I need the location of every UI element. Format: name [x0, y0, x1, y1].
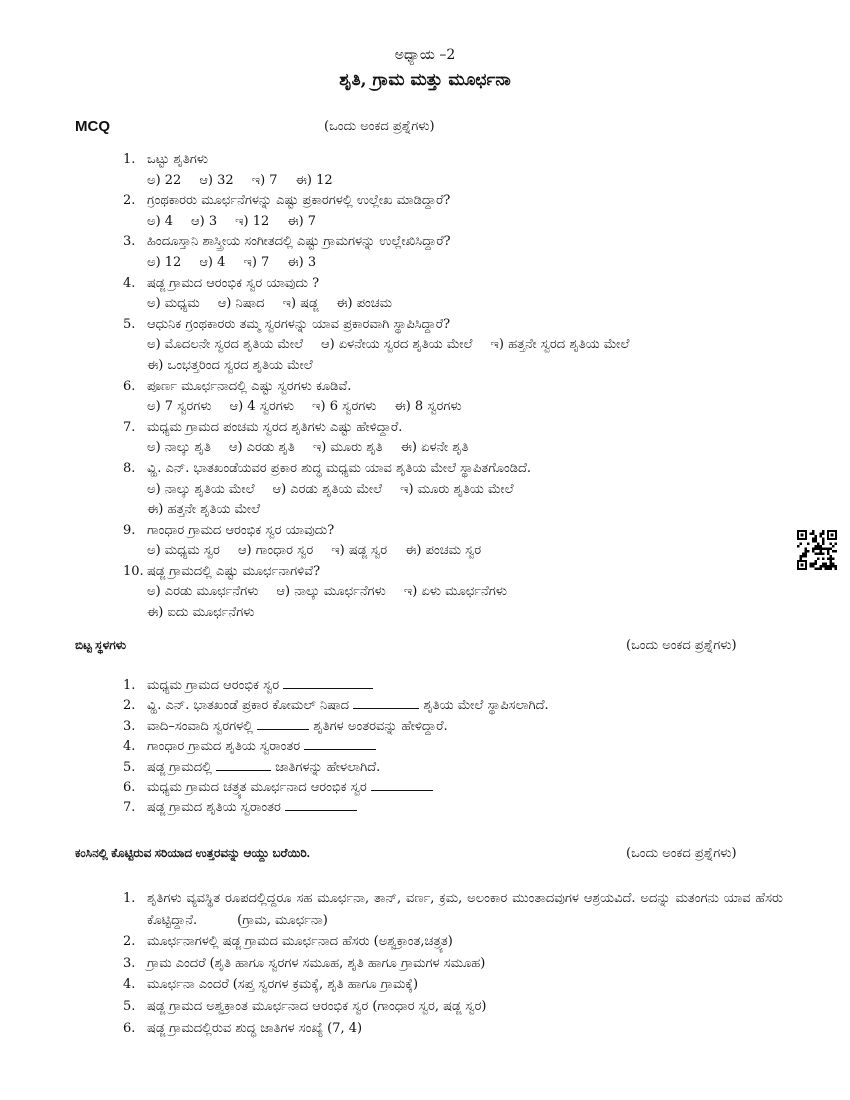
question-number: 6.: [123, 378, 136, 394]
question-text: ಗಾಂಧಾರ ಗ್ರಾಮದ ಆರಂಭಿಕ ಸ್ವರ ಯಾವುದು?: [147, 522, 335, 538]
choose-marks: (ಒಂದು ಅಂಕದ ಪ್ರಶ್ನೆಗಳು): [626, 846, 737, 861]
item-text: [147, 778, 433, 798]
answer-choices: (7, 4): [327, 1020, 363, 1036]
choose-item: [123, 996, 783, 1018]
text-before: ಷಡ್ಜ ಗ್ರಾಮದಲ್ಲಿ: [147, 759, 212, 775]
item-number: 4.: [123, 739, 136, 755]
option: ಆ) 3: [191, 213, 218, 229]
mcq-question: [123, 274, 793, 295]
option: ಇ) ಷಡ್ಜ ಸ್ವರ: [331, 543, 388, 559]
answer-choices: (ಸಪ್ತ ಸ್ವರಗಳ ಕ್ರಮಕ್ಕೆ, ಶೃತಿ ಹಾಗೂ ಗ್ರಾಮಕ್ಕೆ): [232, 977, 419, 993]
item-number: 6.: [123, 1020, 136, 1036]
question-text: ಷಡ್ಜ ಗ್ರಾಮದ ಅಶ್ವಕ್ರಾಂತ ಮೂರ್ಛನಾದ ಆರಂಭಿಕ ಸ್ವರ: [147, 998, 369, 1014]
fill-blank-item: [123, 717, 793, 737]
option: ಆ) 4 ಸ್ವರಗಳು: [229, 399, 295, 415]
fill-blank-item: [123, 696, 793, 716]
option: ಇ) 7: [243, 254, 270, 270]
choose-item: [123, 888, 783, 931]
item-number: 7.: [123, 800, 136, 816]
question-text: ಮೂರ್ಛನಾಗಳಲ್ಲಿ ಷಡ್ಜ ಗ್ರಾಮದ ಮೂರ್ಛನಾದ ಹೆಸರು: [147, 934, 370, 950]
option: ಆ) ನಾಲ್ಕು ಮೂರ್ಛನೆಗಳು: [276, 584, 386, 600]
option: ಅ) ಎರಡು ಮೂರ್ಛನೆಗಳು: [147, 584, 259, 600]
option: ಈ) ಹತ್ತನೇ ಶೃತಿಯ ಮೇಲೆ: [147, 502, 261, 518]
option: ಆ) 32: [199, 172, 234, 188]
item-number: 4.: [123, 977, 136, 993]
option: ಇ) ಮೂರು ಶೃತಿಯ ಮೇಲೆ: [400, 481, 514, 497]
option: ಅ) 7 ಸ್ವರಗಳು: [147, 399, 212, 415]
blank-line[interactable]: [257, 718, 309, 730]
options-line: [123, 253, 793, 274]
mcq-question: [123, 315, 793, 336]
option: ಈ) ಐದು ಮೂರ್ಛನೆಗಳು: [147, 605, 255, 621]
option: ಆ) ಏಳನೇಯ ಸ್ವರದ ಶೃತಿಯ ಮೇಲೆ: [321, 337, 473, 353]
blank-line[interactable]: [283, 677, 373, 689]
question-number: 10.: [123, 563, 144, 579]
option: ಆ) ನಿಷಾದ: [217, 296, 265, 312]
option: ಅ) ಮೊದಲನೇ ಸ್ವರದ ಶೃತಿಯ ಮೇಲೆ: [147, 337, 304, 353]
options-line: [123, 603, 793, 624]
option: ಆ) ಎರಡು ಶೃತಿಯ ಮೇಲೆ: [272, 481, 383, 497]
mcq-label: MCQ: [75, 118, 110, 135]
item-number: 1.: [123, 678, 136, 693]
option: ಆ) 4: [199, 254, 226, 270]
option: ಅ) 4: [147, 213, 174, 229]
question-text: ಗ್ರಾಮ ಎಂದರೆ: [147, 955, 206, 971]
option: ಅ) ನಾಲ್ಕು ಶೃತಿ: [147, 440, 211, 456]
item-text: [147, 1018, 362, 1040]
question-number: 9.: [123, 522, 136, 538]
question-number: 3.: [123, 234, 136, 250]
option: ಅ) ಮಧ್ಯಮ: [147, 296, 200, 312]
option: ಈ) 7: [287, 213, 317, 229]
question-text: ಷಡ್ಜ ಗ್ರಾಮದಲ್ಲಿರುವ ಶುದ್ಧ ಜಾತಿಗಳ ಸಂಖ್ಯೆ: [147, 1020, 324, 1036]
option: ಈ) 3: [287, 254, 317, 270]
answer-choices: (ಶೃತಿ ಹಾಗೂ ಸ್ವರಗಳ ಸಮೂಹ, ಶೃತಿ ಹಾಗೂ ಗ್ರಾಮಗಳ ಸಮೂಹ): [209, 955, 486, 971]
answer-choices: (ಗ್ರಾಮ, ಮೂರ್ಛನಾ): [237, 912, 328, 928]
text-before: ವ್ಹಿ. ಎನ್. ಭಾತಖಂಡೆ ಪ್ರಕಾರ ಕೋಮಲ್ ನಿಷಾದ: [147, 698, 350, 714]
qr-code[interactable]: [797, 530, 837, 570]
blank-line[interactable]: [216, 759, 271, 771]
option: ಆ) ಗಾಂಧಾರ ಸ್ವರ: [237, 543, 314, 559]
answer-choices: (ಗಾಂಧಾರ ಸ್ವರ, ಷಡ್ಜ ಸ್ವರ): [372, 998, 487, 1014]
blank-line[interactable]: [371, 779, 433, 791]
question-text: ಒಟ್ಟು ಶೃತಿಗಳು: [147, 152, 209, 167]
item-text: [147, 953, 485, 975]
question-number: 2.: [123, 193, 136, 209]
question-text: ಮೂರ್ಛನಾ ಎಂದರೆ: [147, 977, 229, 993]
text-before: ಗಾಂಧಾರ ಗ್ರಾಮದ ಶೃತಿಯ ಸ್ವರಾಂತರ: [147, 739, 301, 755]
question-text: ಆಧುನಿಕ ಗ್ರಂಥಕಾರರು ತಮ್ಮ ಸ್ವರಗಳನ್ನು ಯಾವ ಪ್ರಕಾರವಾಗಿ ಸ್ಥಾಪಿಸಿದ್ದಾರೆ?: [147, 316, 451, 332]
mcq-list: [123, 150, 793, 624]
option: ಆ) ಎರಡು ಶೃತಿ: [228, 440, 295, 456]
fill-blanks-marks: (ಒಂದು ಅಂಕದ ಪ್ರಶ್ನೆಗಳು): [626, 638, 737, 653]
question-text: ಗ್ರಂಥಕಾರರು ಮೂರ್ಛನೆಗಳನ್ನು ಎಷ್ಟು ಪ್ರಕಾರಗಳಲ್ಲಿ ಉಲ್ಲೇಖ ಮಾಡಿದ್ದಾರೆ?: [147, 193, 451, 209]
question-number: 7.: [123, 419, 136, 435]
fill-blank-item: [123, 676, 793, 696]
answer-choices: (ಅಶ್ವಕ್ರಾಂತ,ಚತ್ರ್ಯತ): [373, 934, 453, 950]
mcq-question: [123, 377, 793, 398]
item-text: [147, 888, 783, 931]
options-line: [123, 480, 793, 501]
option: ಈ) ಪಂಚಮ ಸ್ವರ: [405, 543, 482, 559]
question-text: ಪೂರ್ಣ ಮೂರ್ಛನಾದಲ್ಲಿ ಎಷ್ಟು ಸ್ವರಗಳು ಕೂಡಿವೆ.: [147, 378, 352, 394]
item-number: 3.: [123, 955, 136, 971]
choose-item: [123, 953, 783, 975]
option: ಇ) ಮೂರು ಶೃತಿ: [312, 440, 383, 456]
question-text: ವ್ಹಿ. ಎನ್. ಭಾತಖಂಡೆಯವರ ಪ್ರಕಾರ ಶುದ್ಧ ಮಧ್ಯಮ ಯಾವ ಶೃತಿಯ ಮೇಲೆ ಸ್ಥಾಪಿತಗೊಂಡಿದೆ.: [147, 460, 532, 476]
text-before: ವಾದಿ–ಸಂವಾದಿ ಸ್ವರಗಳಲ್ಲಿ: [147, 718, 253, 734]
mcq-question: [123, 562, 793, 583]
question-text: ಷಡ್ಜ ಗ್ರಾಮದಲ್ಲಿ ಎಷ್ಟು ಮೂರ್ಛನಾಗಳಿವೆ?: [147, 563, 321, 579]
item-number: 5.: [123, 998, 136, 1014]
question-text: ಹಿಂದೂಸ್ತಾನಿ ಶಾಸ್ತ್ರೀಯ ಸಂಗೀತದಲ್ಲಿ ಎಷ್ಟು ಗ್ರಾಮಗಳನ್ನು ಉಲ್ಲೇಖಿಸಿದ್ದಾರೆ?: [147, 234, 451, 250]
question-number: 4.: [123, 275, 136, 291]
option: ಇ) 7: [251, 172, 278, 188]
item-text: [147, 676, 373, 696]
option: ಅ) 22: [147, 172, 182, 188]
item-number: 2.: [123, 698, 136, 714]
option: ಈ) ಪಂಚಮ: [336, 296, 393, 312]
mcq-question: [123, 521, 793, 542]
mcq-question: [123, 191, 793, 212]
options-line: [123, 335, 793, 356]
options-line: [123, 294, 793, 315]
item-number: 2.: [123, 934, 136, 950]
fill-blank-item: [123, 778, 793, 798]
option: ಇ) 6 ಸ್ವರಗಳು: [312, 399, 377, 415]
item-text: [147, 717, 448, 737]
item-text: [147, 974, 418, 996]
item-number: 1.: [123, 891, 136, 906]
item-text: [147, 798, 357, 818]
option: ಇ) ಏಳು ಮೂರ್ಛನೆಗಳು: [403, 584, 508, 600]
options-line: [123, 582, 793, 603]
mcq-question: [123, 232, 793, 253]
question-text: ಮಧ್ಯಮ ಗ್ರಾಮದ ಪಂಚಮ ಸ್ವರದ ಶೃತಿಗಳು ಎಷ್ಟು ಹೇಳಿದ್ದಾರೆ.: [147, 419, 403, 435]
item-number: 6.: [123, 780, 136, 796]
fill-blank-item: [123, 758, 793, 778]
blank-line[interactable]: [285, 799, 357, 811]
options-line: [123, 356, 793, 377]
item-text: [147, 758, 380, 778]
blank-line[interactable]: [353, 697, 419, 709]
item-number: 5.: [123, 759, 136, 775]
chapter-title: ಶೃತಿ, ಗ್ರಾಮ ಮತ್ತು ಮೂರ್ಛನಾ: [339, 70, 511, 90]
question-number: 1.: [123, 152, 136, 167]
fill-blanks-label: ಬಿಟ್ಟ ಸ್ಥಳಗಳು: [75, 638, 127, 652]
text-before: ಮಧ್ಯಮ ಗ್ರಾಮದ ಆರಂಭಿಕ ಸ್ವರ: [147, 678, 280, 693]
fill-blanks-list: [123, 676, 793, 819]
option: ಇ) 12: [235, 213, 270, 229]
text-after: ಜಾತಿಗಳನ್ನು ಹೇಳಲಾಗಿದೆ.: [275, 759, 381, 775]
options-line: [123, 500, 793, 521]
choose-item: [123, 974, 783, 996]
options-line: [123, 212, 793, 233]
text-after: ಶೃತಿಯ ಮೇಲೆ ಸ್ಥಾಪಿಸಲಾಗಿದೆ.: [423, 698, 549, 714]
choose-item: [123, 931, 783, 953]
question-text: ಷಡ್ಜ ಗ್ರಾಮದ ಆರಂಭಿಕ ಸ್ವರ ಯಾವುದು ?: [147, 275, 320, 291]
options-line: [123, 541, 793, 562]
item-text: [147, 931, 453, 953]
option: ಈ) ಒಂಭತ್ತರಿಂದ ಸ್ವರದ ಶೃತಿಯ ಮೇಲೆ: [147, 357, 313, 373]
option: ಇ) ಹತ್ತನೇ ಸ್ವರದ ಶೃತಿಯ ಮೇಲೆ: [490, 337, 630, 353]
text-before: ಮಧ್ಯಮ ಗ್ರಾಮದ ಚತ್ರ್ಯತ ಮೂರ್ಛನಾದ ಆರಂಭಿಕ ಸ್ವರ: [147, 780, 367, 796]
option: ಅ) 12: [147, 254, 182, 270]
item-text: [147, 737, 376, 757]
item-number: 3.: [123, 718, 136, 734]
mcq-marks: (ಒಂದು ಅಂಕದ ಪ್ರಶ್ನೆಗಳು): [324, 119, 435, 134]
options-line: [123, 397, 793, 418]
choose-item: [123, 1018, 783, 1040]
mcq-question: [123, 150, 793, 171]
choose-label: ಕಂಸಿನಲ್ಲಿ ಕೊಟ್ಟಿರುವ ಸರಿಯಾದ ಉತ್ತರವನ್ನು ಆಯ್ದು ಬರೆಯಿರಿ.: [75, 846, 310, 860]
fill-blank-item: [123, 737, 793, 757]
text-before: ಷಡ್ಜ ಗ್ರಾಮದ ಶೃತಿಯ ಸ್ವರಾಂತರ: [147, 800, 281, 816]
fill-blank-item: [123, 798, 793, 818]
choose-list: [123, 888, 783, 1039]
item-text: [147, 996, 486, 1018]
chapter-number: ಅಧ್ಯಾಯ –2: [394, 47, 456, 63]
option: ಅ) ಮಧ್ಯಮ ಸ್ವರ: [147, 543, 220, 559]
question-number: 5.: [123, 316, 136, 332]
option: ಇ) ಷಡ್ಜ: [282, 296, 319, 312]
question-text: ಶೃತಿಗಳು ವ್ಯವಸ್ಥಿತ ರೂಪದಲ್ಲಿದ್ದರೂ ಸಹ ಮೂರ್ಛನಾ, ತಾನ್, ವರ್ಣ, ಕ್ರಮ, ಅಲಂಕಾರ ಮುಂತಾದವುಗಳ ಆಶ್ರಯವಿದೆ. ಅದನ್ನು ಮತಂಗನು ಯಾವ ಹೆಸರು ಕೊಟ್ಟಿದ್ದಾನೆ.: [147, 891, 783, 928]
question-number: 8.: [123, 460, 136, 476]
option: ಅ) ನಾಲ್ಕು ಶೃತಿಯ ಮೇಲೆ: [147, 481, 255, 497]
options-line: [123, 438, 793, 459]
option: ಈ) 8 ಸ್ವರಗಳು: [394, 399, 462, 415]
mcq-question: [123, 418, 793, 439]
option: ಈ) 12: [295, 172, 333, 188]
item-text: [147, 696, 549, 716]
blank-line[interactable]: [304, 738, 376, 750]
text-after: ಶೃತಿಗಳ ಅಂತರವನ್ನು ಹೇಳಿದ್ದಾರೆ.: [313, 718, 448, 734]
mcq-question: [123, 459, 793, 480]
option: ಈ) ಏಳನೇ ಶೃತಿ: [400, 440, 469, 456]
options-line: [123, 171, 793, 192]
